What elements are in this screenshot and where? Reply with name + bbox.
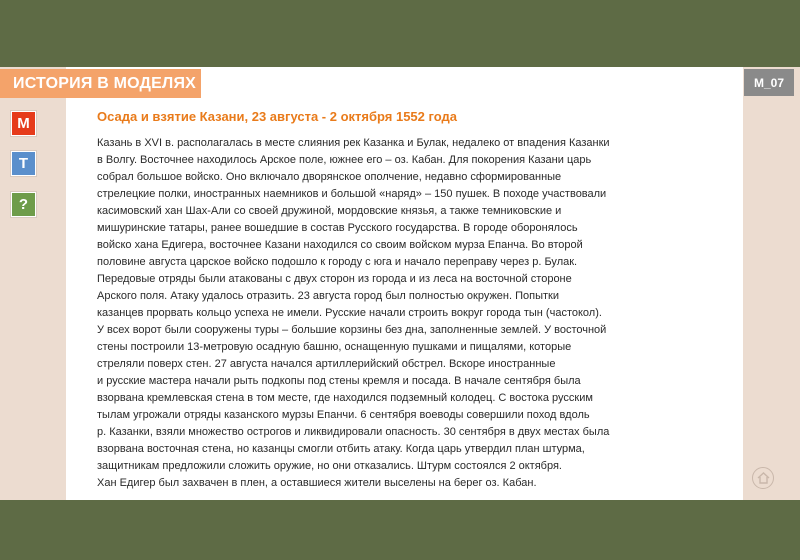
article-line: казанцев прорвать кольцо успеха не имели. Русские начали строить вокруг города тын (частокол). xyxy=(97,307,602,319)
article-line: Хан Едигер был захвачен в плен, а оставшиеся жители выселены на берег оз. Кабан. xyxy=(97,477,537,489)
article-line: стрелецкие полки, иностранных наемников и большой «наряд» – 150 пушек. В походе участвовали xyxy=(97,188,607,200)
header-banner xyxy=(0,69,201,98)
slide-code-badge: M_07 xyxy=(744,69,794,96)
article-title: Осада и взятие Казани, 23 августа - 2 октября 1552 года xyxy=(97,109,457,124)
article-line: войско хана Едигера, восточнее Казани находился со своим войском мурза Епанча. Во второй xyxy=(97,239,583,251)
article-line: половине августа царское войско подошло к городу с юга и начало переправу через р. Булак. xyxy=(97,256,578,268)
text-mode-button[interactable]: T xyxy=(11,151,36,176)
article-line: мишуринские татары, ранее вошедшие в состав Русского государства. В городе оборонялось xyxy=(97,222,578,234)
bottom-frame-band xyxy=(0,500,800,560)
article-line: защитникам предложили сложить оружие, но они отказались. Штурм состоялся 2 октября. xyxy=(97,460,562,472)
article-line: тылам угрожали отряды казанского мурзы Епанчи. 6 сентября воеводы совершили поход вдоль xyxy=(97,409,590,421)
map-mode-button[interactable]: M xyxy=(11,111,36,136)
article-line: касимовский хан Шах-Али со своей дружиной, мордовские князья, а также темниковские и xyxy=(97,205,562,217)
article-body xyxy=(97,135,657,492)
home-button[interactable] xyxy=(752,467,774,489)
quiz-button[interactable]: ? xyxy=(11,192,36,217)
article-line: р. Казанки, взяли множество острогов и ликвидировали опасность. 30 сентября в двух местах была xyxy=(97,426,610,438)
article-line: Передовые отряды были атакованы с двух сторон из города и из леса на восточной стороне xyxy=(97,273,572,285)
article-line: в Волгу. Восточнее находилось Арское поле, южнее его – оз. Кабан. Для покорения Казани царь xyxy=(97,154,592,166)
home-icon xyxy=(757,472,770,484)
top-frame-band xyxy=(0,0,800,67)
article-line: стены построили 13-метровую осадную башню, оснащенную пушками и пищалями, которые xyxy=(97,341,572,353)
article-line: Арского поля. Атаку удалось отразить. 23 августа город был полностью окружен. Попытки xyxy=(97,290,559,302)
header-title: ИСТОРИЯ В МОДЕЛЯХ xyxy=(13,74,197,92)
article-line: стреляли поверх стен. 27 августа начался артиллерийский обстрел. Вскоре иностранные xyxy=(97,358,556,370)
article-line: и русские мастера начали рыть подкопы под стены кремля и посада. В начале сентября была xyxy=(97,375,581,387)
article-line: У всех ворот были сооружены туры – большие корзины без дна, заполненные землей. У восточной xyxy=(97,324,607,336)
article-line: собрал большое войско. Оно включало дворянское ополчение, недавно сформированные xyxy=(97,171,562,183)
article-line: взорвана восточная стена, но казанцы смогли отбить атаку. Когда царь утвердил план штурма, xyxy=(97,443,585,455)
article-line: взорвана кремлевская стена в том месте, где находился подземный колодец. С востока русским xyxy=(97,392,593,404)
article-line: Казань в XVI в. располагалась в месте слияния рек Казанка и Булак, недалеко от впадения Казанки xyxy=(97,137,610,149)
